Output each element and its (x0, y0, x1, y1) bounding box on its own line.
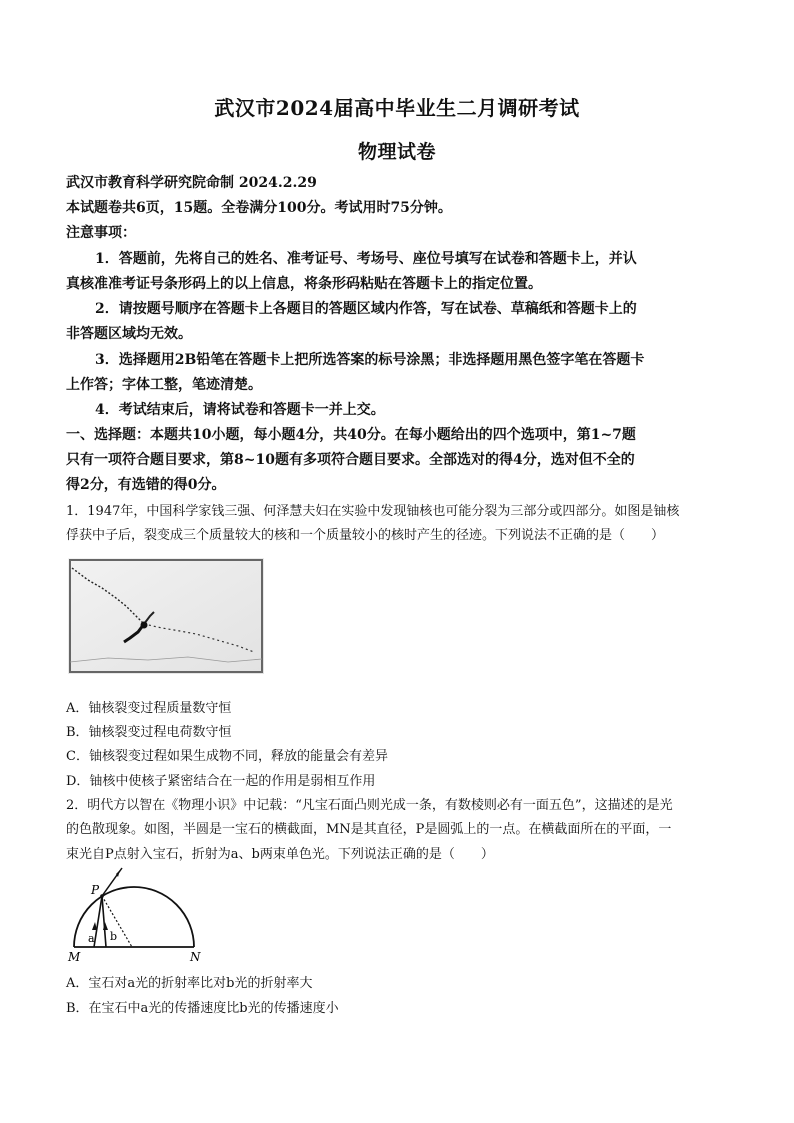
q1-option-c: C．铀核裂变过程如果生成物不同，释放的能量会有差异 (66, 749, 388, 764)
notice-1-line-1: 1．答题前，先将自己的姓名、准考证号、考场号、座位号填写在试卷和答题卡上，并认 (95, 251, 637, 267)
fission-track-photo (68, 558, 264, 674)
point-m-label: M (68, 950, 81, 964)
notice-3-line-1: 3．选择题用2B铅笔在答题卡上把所选答案的标号涂黑；非选择题用黑色签字笔在答题卡 (95, 352, 645, 368)
overview-line: 本试题卷共6页，15题。全卷满分100分。考试用时75分钟。 (66, 200, 452, 216)
q2-option-a: A．宝石对a光的折射率比对b光的折射率大 (66, 976, 313, 991)
q2-stem-line-1: 2．明代方以智在《物理小识》中记载：“凡宝石面凸则光成一条，有数棱则必有一面五色”，这描述的是光 (66, 798, 673, 813)
issuer-line: 武汉市教育科学研究院命制 2024.2.29 (66, 175, 317, 191)
notice-4-line-1: 4．考试结束后，请将试卷和答题卡一并上交。 (95, 402, 385, 418)
section1-line-3: 得2分，有选错的得0分。 (66, 477, 226, 493)
notice-3-line-2: 上作答；字体工整，笔迹清楚。 (66, 377, 262, 393)
q2-stem-line-2: 的色散现象。如图，半圆是一宝石的横截面，MN是其直径，P是圆弧上的一点。在横截面所在的平面，一 (66, 822, 672, 837)
section1-line-1: 一、选择题：本题共10小题，每小题4分，共40分。在每小题给出的四个选项中，第1~7题 (66, 427, 636, 443)
ray-a-label: a (88, 932, 95, 945)
ray-b-label: b (110, 930, 118, 943)
point-n-label: N (190, 950, 201, 964)
notice-title: 注意事项： (66, 225, 136, 241)
gem-refraction-diagram (64, 864, 204, 964)
q1-option-b: B．铀核裂变过程电荷数守恒 (66, 725, 232, 740)
exam-subtitle: 物理试卷 (357, 141, 436, 163)
point-p-label: P (91, 883, 100, 897)
notice-2-line-1: 2．请按题号顺序在答题卡上各题目的答题区域内作答，写在试卷、草稿纸和答题卡上的 (95, 301, 637, 317)
q1-stem-line-2: 俘获中子后，裂变成三个质量较大的核和一个质量较小的核时产生的径迹。下列说法不正确的是（ ） (66, 528, 665, 543)
q1-option-d: D．铀核中使核子紧密结合在一起的作用是弱相互作用 (66, 774, 376, 789)
q2-stem-line-3: 束光自P点射入宝石，折射为a、b两束单色光。下列说法正确的是（ ） (66, 847, 494, 862)
section1-line-2: 只有一项符合题目要求，第8~10题有多项符合题目要求。全部选对的得4分，选对但不全的 (66, 452, 635, 468)
notice-1-line-2: 真核准准考证号条形码上的以上信息，将条形码粘贴在答题卡上的指定位置。 (66, 276, 542, 292)
q1-stem-line-1: 1．1947年，中国科学家钱三强、何泽慧夫妇在实验中发现铀核也可能分裂为三部分或四部分。如图是铀核 (66, 504, 680, 519)
exam-title: 武汉市2024届高中毕业生二月调研考试 (214, 96, 580, 120)
q1-option-a: A．铀核裂变过程质量数守恒 (66, 701, 232, 716)
q2-option-b: B．在宝石中a光的传播速度比b光的传播速度小 (66, 1001, 339, 1016)
notice-2-line-2: 非答题区域均无效。 (66, 326, 192, 342)
